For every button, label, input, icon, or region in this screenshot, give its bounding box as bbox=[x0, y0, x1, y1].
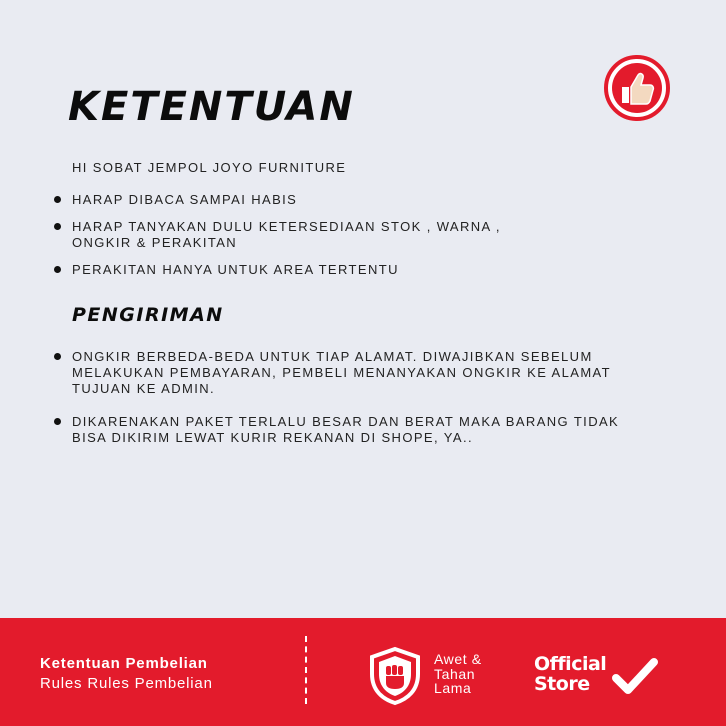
official-line: Store bbox=[534, 673, 590, 695]
checkmark-icon bbox=[612, 656, 658, 696]
rule-text: HARAP TANYAKAN DULU KETERSEDIAAN STOK , WARNA , bbox=[72, 219, 501, 234]
quality-badge-text bbox=[434, 652, 482, 696]
bullet-icon bbox=[54, 353, 61, 360]
bullet-icon bbox=[54, 223, 61, 230]
bullet-icon bbox=[54, 418, 61, 425]
rules-list bbox=[54, 192, 574, 289]
shield-fist-icon bbox=[368, 646, 422, 706]
list-item bbox=[54, 414, 624, 446]
official-store-label bbox=[534, 654, 606, 694]
shipping-text: TUJUAN KE ADMIN. bbox=[72, 381, 216, 396]
shipping-text: MELAKUKAN PEMBAYARAN, PEMBELI MENANYAKAN ONGKIR KE ALAMAT bbox=[72, 365, 612, 380]
footer-bar bbox=[0, 618, 726, 726]
list-item bbox=[54, 349, 624, 397]
greeting-text: HI SOBAT JEMPOL JOYO FURNITURE bbox=[72, 160, 347, 175]
footer-title: Ketentuan Pembelian bbox=[40, 655, 208, 672]
shipping-text: ONGKIR BERBEDA-BEDA UNTUK TIAP ALAMAT. DIWAJIBKAN SEBELUM bbox=[72, 349, 593, 364]
footer-divider bbox=[305, 636, 307, 704]
shipping-text: BISA DIKIRIM LEWAT KURIR REKANAN DI SHOPE, YA.. bbox=[72, 430, 473, 445]
badge-line: Tahan bbox=[434, 665, 476, 682]
list-item bbox=[54, 192, 574, 208]
brand-logo bbox=[604, 55, 670, 121]
footer-subtitle: Rules Rules Pembelian bbox=[40, 675, 213, 692]
shipping-heading: PENGIRIMAN bbox=[72, 304, 224, 326]
badge-line: Lama bbox=[434, 680, 472, 696]
shipping-list bbox=[54, 349, 624, 463]
official-line: Official bbox=[534, 653, 607, 675]
rule-text: HARAP DIBACA SAMPAI HABIS bbox=[72, 192, 298, 207]
page-title: KETENTUAN bbox=[68, 84, 355, 130]
badge-line: Awet & bbox=[434, 651, 482, 667]
rule-text: PERAKITAN HANYA UNTUK AREA TERTENTU bbox=[72, 262, 399, 277]
list-item bbox=[54, 219, 574, 251]
bullet-icon bbox=[54, 266, 61, 273]
shipping-text: DIKARENAKAN PAKET TERLALU BESAR DAN BERAT MAKA BARANG TIDAK bbox=[72, 414, 620, 429]
list-item bbox=[54, 262, 574, 278]
bullet-icon bbox=[54, 196, 61, 203]
rule-text: ONGKIR & PERAKITAN bbox=[72, 235, 238, 250]
thumbs-up-icon bbox=[618, 71, 656, 105]
